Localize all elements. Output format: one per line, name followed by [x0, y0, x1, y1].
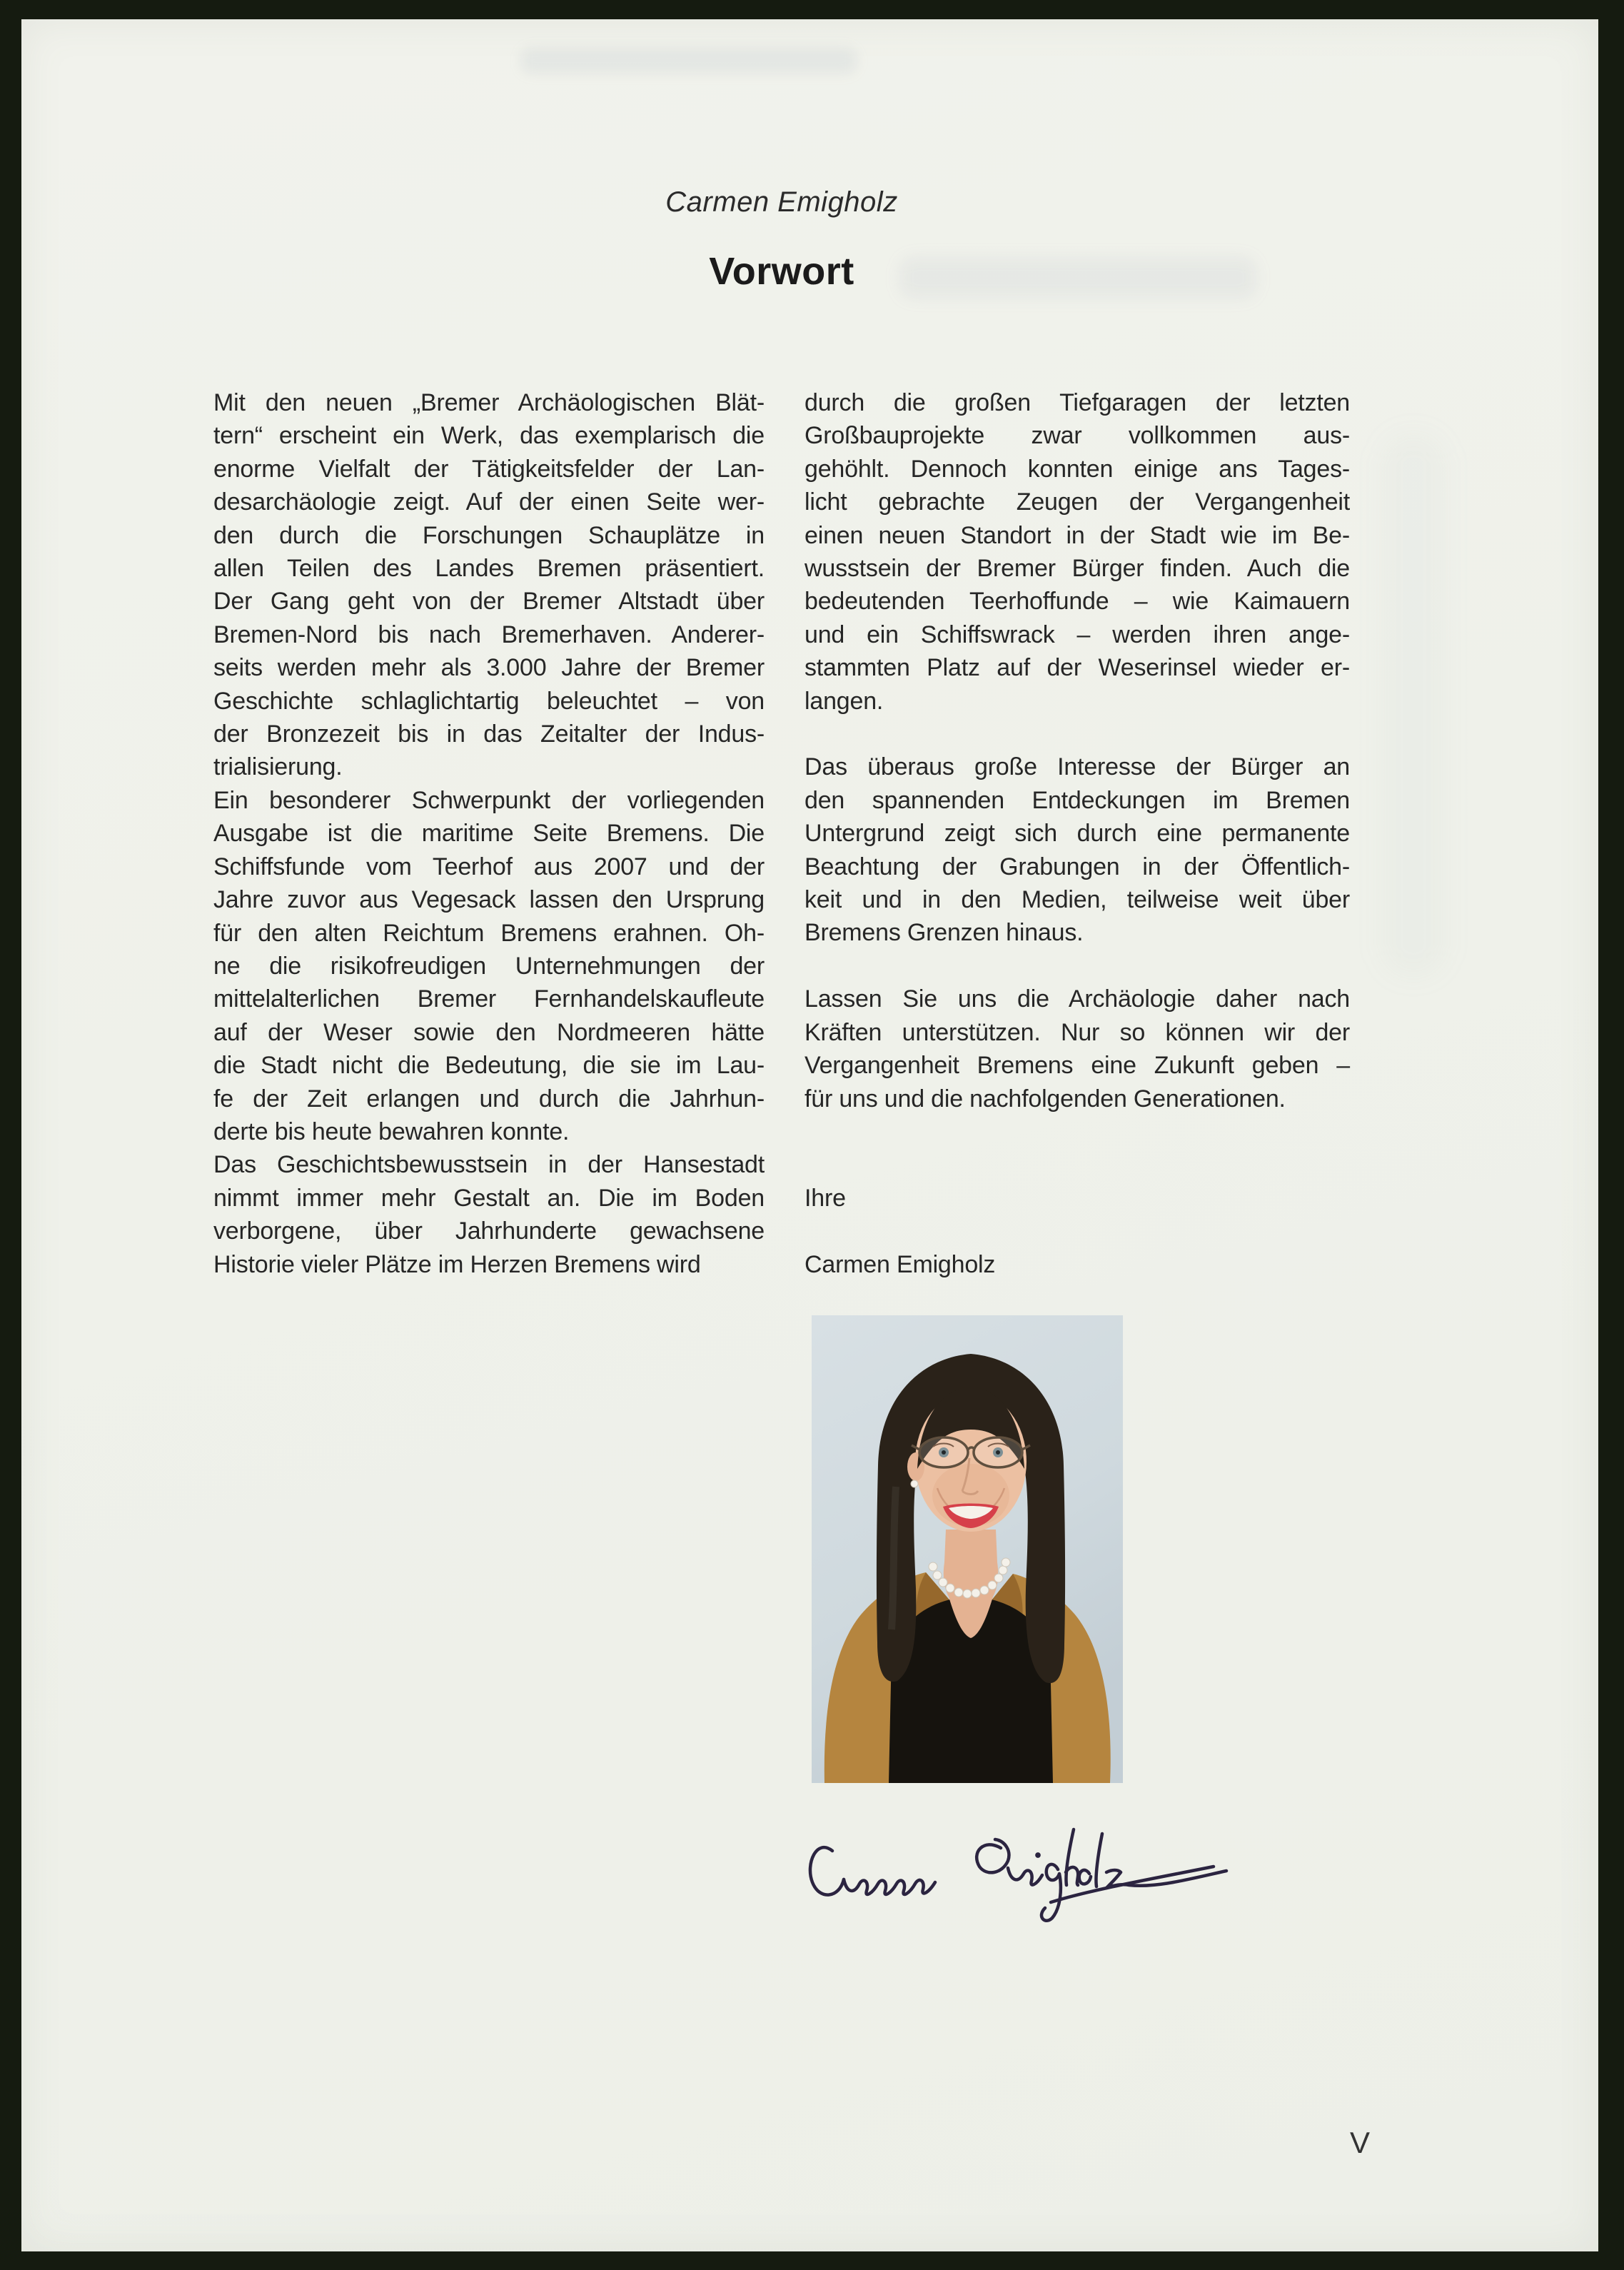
text-line: gehöhlt. Dennoch konnten einige ans Tages- — [805, 455, 1350, 483]
author-line: Carmen Emigholz — [665, 186, 898, 218]
text-line: auf der Weser sowie den Nordmeeren hätte — [213, 1018, 765, 1046]
closing-salutation: Ihre — [805, 1184, 846, 1212]
left-column-paragraphs — [213, 386, 765, 1281]
right-column-paragraphs — [805, 386, 1350, 1115]
paragraph — [805, 750, 1350, 949]
text-line: mittelalterlichen Bremer Fernhandelskaufleute — [213, 985, 765, 1013]
text-line: Das überaus große Interesse der Bürger an — [805, 753, 1350, 781]
text-line: tern“ erscheint ein Werk, das exemplarisch die — [213, 422, 765, 450]
text-line: stammten Platz auf der Weserinsel wieder er- — [805, 654, 1350, 682]
text-line: für uns und die nachfolgenden Generationen. — [805, 1085, 1286, 1113]
paragraph — [213, 386, 765, 784]
text-line: Ausgabe ist die maritime Seite Bremens. Die — [213, 820, 765, 848]
right-text-column — [805, 386, 1350, 1281]
text-line: langen. — [805, 687, 884, 715]
text-line: verborgene, über Jahrhunderte gewachsene — [213, 1217, 765, 1245]
text-line: Jahre zuvor aus Vegesack lassen den Ursprung — [213, 886, 765, 914]
text-line: der Bronzezeit bis in das Zeitalter der Indus- — [213, 720, 765, 748]
text-line: bedeutenden Teerhoffunde – wie Kaimauern — [805, 588, 1350, 616]
left-text-column — [213, 386, 765, 1281]
text-line: Schiffsfunde vom Teerhof aus 2007 und der — [213, 853, 765, 880]
text-line: fe der Zeit erlangen und durch die Jahrhun- — [213, 1085, 765, 1113]
text-line: desarchäologie zeigt. Auf der einen Seite wer- — [213, 488, 765, 516]
text-line: trialisierung. — [213, 753, 343, 781]
closing-name: Carmen Emigholz — [805, 1250, 996, 1278]
portrait-photo-graphic — [812, 1315, 1123, 1783]
bleed-through-artifact — [521, 48, 857, 74]
paragraph — [805, 983, 1350, 1115]
text-line: Mit den neuen „Bremer Archäologischen Blät- — [213, 389, 765, 416]
text-line: Der Gang geht von der Bremer Altstadt über — [213, 588, 765, 616]
text-line: für den alten Reichtum Bremens erahnen. Oh- — [213, 919, 765, 947]
text-line: Ein besonderer Schwerpunkt der vorliegenden — [213, 786, 765, 814]
text-line: und ein Schiffswrack – werden ihren ange- — [805, 621, 1350, 648]
text-line: Vergangenheit Bremens eine Zukunft geben – — [805, 1052, 1350, 1080]
paragraph — [805, 386, 1350, 718]
text-line: Kräften unterstützen. Nur so können wir der — [805, 1018, 1350, 1046]
text-line: den spannenden Entdeckungen im Bremen — [805, 786, 1350, 814]
text-line: wusstsein der Bremer Bürger finden. Auch die — [805, 555, 1350, 583]
text-line: Geschichte schlaglichtartig beleuchtet – von — [213, 687, 765, 715]
text-line: Untergrund zeigt sich durch eine permanente — [805, 820, 1350, 848]
text-line: Lassen Sie uns die Archäologie daher nach — [805, 985, 1350, 1013]
text-line: enorme Vielfalt der Tätigkeitsfelder der Lan- — [213, 455, 765, 483]
text-line: keit und in den Medien, teilweise weit über — [805, 886, 1350, 914]
text-line: die Stadt nicht die Bedeutung, die sie im Lau- — [213, 1052, 765, 1080]
text-line: allen Teilen des Landes Bremen präsentiert. — [213, 555, 765, 583]
text-line: Das Geschichtsbewusstsein in der Hansestadt — [213, 1151, 765, 1179]
text-line: einen neuen Standort in der Stadt wie im Be- — [805, 521, 1350, 549]
text-line: seits werden mehr als 3.000 Jahre der Bremer — [213, 654, 765, 682]
paragraph — [213, 1148, 765, 1281]
paper-sheet — [21, 19, 1598, 2251]
signature — [800, 1808, 1242, 1937]
page-number: V — [1349, 2126, 1370, 2159]
text-line: licht gebrachte Zeugen der Vergangenheit — [805, 488, 1350, 516]
signature-graphic — [800, 1808, 1242, 1937]
text-line: Bremen-Nord bis nach Bremerhaven. Anderer- — [213, 621, 765, 648]
text-line: den durch die Forschungen Schauplätze in — [213, 521, 765, 549]
text-line: Historie vieler Plätze im Herzen Bremens wird — [213, 1250, 701, 1278]
page-title: Vorwort — [709, 250, 854, 293]
text-line: Beachtung der Grabungen in der Öffentlich- — [805, 853, 1350, 880]
portrait-photo — [812, 1315, 1123, 1783]
bleed-through-artifact — [1381, 433, 1446, 976]
paragraph — [213, 784, 765, 1148]
text-line: derte bis heute bewahren konnte. — [213, 1118, 570, 1145]
text-line: Bremens Grenzen hinaus. — [805, 919, 1084, 947]
text-line: Großbauprojekte zwar vollkommen aus- — [805, 422, 1350, 450]
text-line: durch die großen Tiefgaragen der letzten — [805, 389, 1350, 416]
text-line: nimmt immer mehr Gestalt an. Die im Boden — [213, 1184, 765, 1212]
text-line: ne die risikofreudigen Unternehmungen der — [213, 952, 765, 980]
